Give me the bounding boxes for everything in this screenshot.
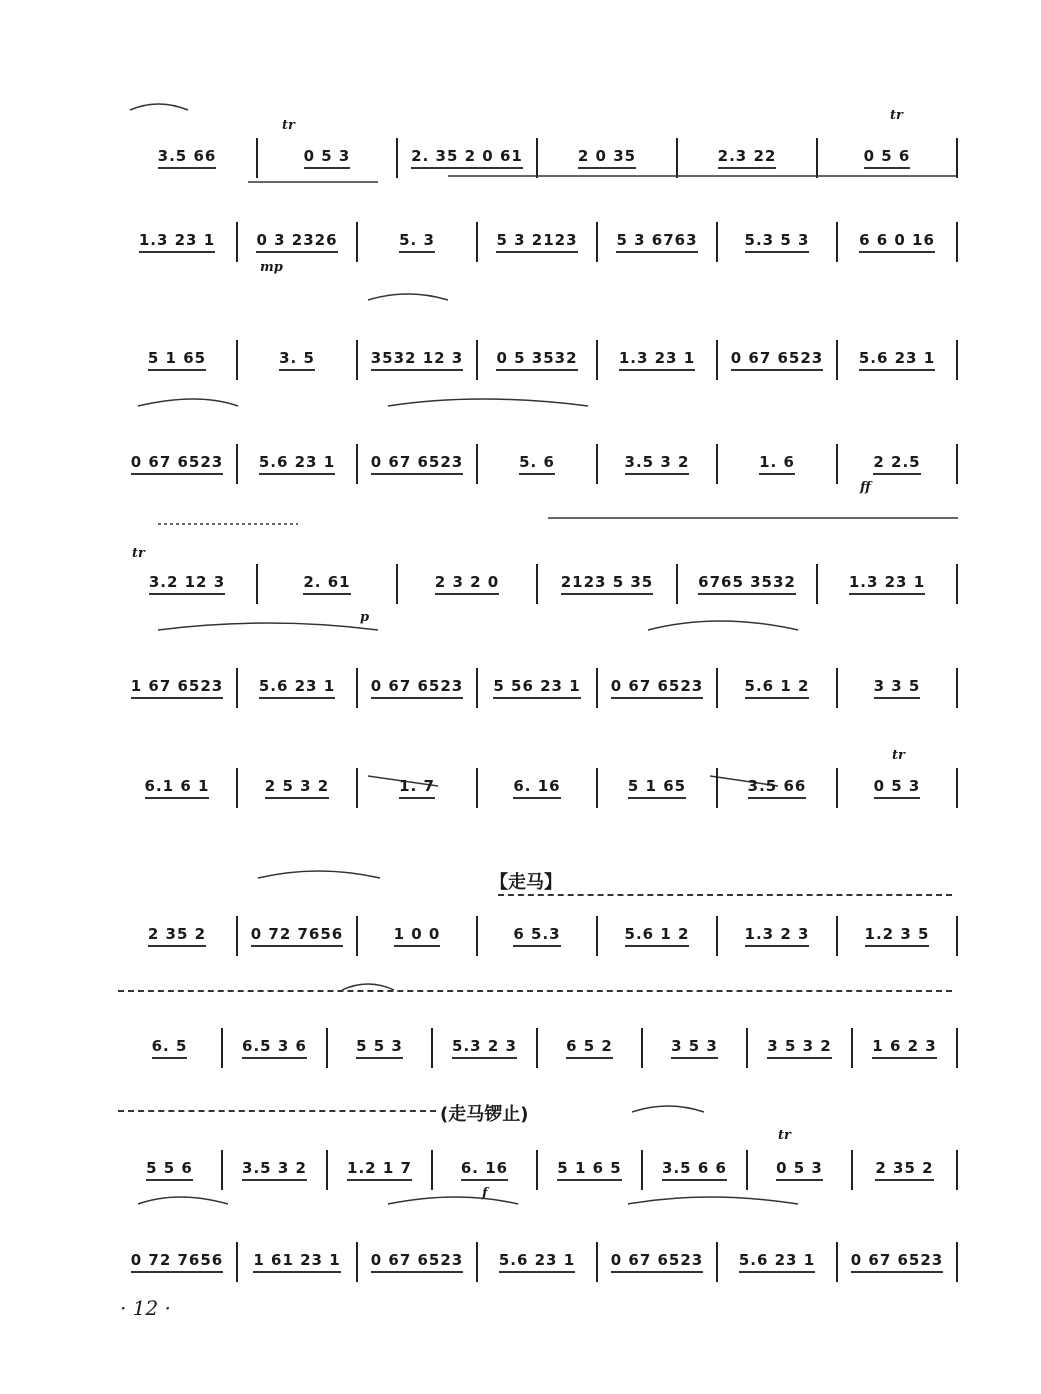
notes: 6765 3532 <box>698 573 796 595</box>
notes: 0 3 2326 <box>256 231 337 253</box>
notes: 2. 35 2 0 61 <box>411 147 523 169</box>
notes: 5 1 65 <box>628 777 686 799</box>
measure <box>398 564 538 604</box>
staff-system-2 <box>118 222 958 275</box>
notes: 0 67 6523 <box>611 677 704 699</box>
notes: 2. 61 <box>303 573 350 595</box>
notes: 0 5 6 <box>864 147 911 169</box>
measure <box>258 138 398 178</box>
notes: 6.5 3 6 <box>242 1037 307 1059</box>
notes: 5.6 1 2 <box>745 677 810 699</box>
notes: 3.5 66 <box>158 147 217 169</box>
measure <box>433 1150 538 1190</box>
staff-system-4 <box>118 444 958 495</box>
trill-mark: tr <box>282 118 295 133</box>
measure <box>358 444 478 484</box>
notes: 6.1 6 1 <box>145 777 210 799</box>
notes: 0 72 7656 <box>131 1251 224 1273</box>
measure <box>478 340 598 380</box>
notes: 6. 16 <box>513 777 560 799</box>
measure <box>118 1028 223 1068</box>
measure <box>538 138 678 178</box>
dashed-extension-line <box>118 1110 436 1112</box>
notes: 3.5 3 2 <box>242 1159 307 1181</box>
notes: 0 5 3532 <box>496 349 577 371</box>
notes: 3532 12 3 <box>371 349 464 371</box>
notes: 0 67 6523 <box>371 677 464 699</box>
staff-system-8 <box>118 916 958 956</box>
measure <box>678 564 818 604</box>
measure <box>238 444 358 484</box>
measure <box>238 668 358 708</box>
measure <box>118 916 238 956</box>
measure <box>838 222 958 262</box>
notes: 5 3 2123 <box>496 231 577 253</box>
dashed-extension-line <box>118 990 952 992</box>
notes: 1. 6 <box>759 453 795 475</box>
measure <box>358 340 478 380</box>
measure <box>478 668 598 708</box>
staff-system-1 <box>118 108 958 178</box>
measure <box>718 222 838 262</box>
measure <box>598 340 718 380</box>
notes: 3 3 5 <box>874 677 921 699</box>
notes: 5. 6 <box>519 453 555 475</box>
notes: 5.6 23 1 <box>259 677 335 699</box>
trill-mark: tr <box>892 748 905 763</box>
notes: 1 67 6523 <box>131 677 224 699</box>
measure <box>358 916 478 956</box>
measure <box>358 1242 478 1282</box>
notes: 1.2 1 7 <box>347 1159 412 1181</box>
page-number: · 12 · <box>120 1296 171 1320</box>
measure <box>223 1028 328 1068</box>
dynamic-mp: mp <box>260 260 283 275</box>
notes: 5 5 3 <box>356 1037 403 1059</box>
measure <box>718 916 838 956</box>
notes: 0 5 3 <box>874 777 921 799</box>
measure <box>328 1028 433 1068</box>
measure <box>433 1028 538 1068</box>
notes: 0 5 3 <box>304 147 351 169</box>
notes: 6 6 0 16 <box>859 231 935 253</box>
notes: 0 67 6523 <box>371 1251 464 1273</box>
staff-system-3 <box>118 340 958 380</box>
measure <box>598 1242 718 1282</box>
notes: 5.6 23 1 <box>859 349 935 371</box>
notes: 2 2.5 <box>873 453 920 475</box>
notes: 2 0 35 <box>578 147 636 169</box>
measure <box>238 768 358 808</box>
measure <box>238 916 358 956</box>
notes: 0 67 6523 <box>131 453 224 475</box>
notes: 1 6 2 3 <box>872 1037 936 1059</box>
notes: 0 67 6523 <box>371 453 464 475</box>
measure <box>853 1028 958 1068</box>
measure <box>238 222 358 262</box>
measure <box>598 768 718 808</box>
measure <box>538 564 678 604</box>
measure <box>478 768 598 808</box>
staff-system-7 <box>118 748 958 808</box>
notes: 0 67 6523 <box>731 349 824 371</box>
notes: 5.6 1 2 <box>625 925 690 947</box>
measure <box>478 444 598 484</box>
notes: 3.2 12 3 <box>149 573 225 595</box>
measure <box>838 768 958 808</box>
trill-mark: tr <box>778 1128 791 1143</box>
measure <box>838 668 958 708</box>
measure <box>478 222 598 262</box>
measure <box>118 668 238 708</box>
measure <box>223 1150 328 1190</box>
measure <box>118 564 258 604</box>
notes: 2 35 2 <box>875 1159 933 1181</box>
measure <box>838 916 958 956</box>
notes: 5 3 6763 <box>616 231 697 253</box>
measure <box>358 768 478 808</box>
staff-system-5 <box>118 546 958 625</box>
measure <box>598 444 718 484</box>
notes: 1. 7 <box>399 777 435 799</box>
measure <box>643 1150 748 1190</box>
notes: 5.6 23 1 <box>739 1251 815 1273</box>
measure <box>853 1150 958 1190</box>
measure <box>118 768 238 808</box>
trill-mark: tr <box>132 546 145 561</box>
staff-system-10 <box>118 1128 958 1201</box>
notes: 1.2 3 5 <box>865 925 930 947</box>
measure <box>598 668 718 708</box>
notes: 5 56 23 1 <box>493 677 580 699</box>
notes: 6. 16 <box>461 1159 508 1181</box>
measure <box>748 1028 853 1068</box>
measure <box>478 1242 598 1282</box>
notes: 5 5 6 <box>146 1159 193 1181</box>
notes: 1.3 2 3 <box>745 925 810 947</box>
notes: 6 5.3 <box>513 925 560 947</box>
measure <box>838 340 958 380</box>
measure <box>598 916 718 956</box>
measure <box>478 916 598 956</box>
notes: 1 0 0 <box>394 925 441 947</box>
notes: 3. 5 <box>279 349 315 371</box>
measure <box>718 1242 838 1282</box>
notes: 0 72 7656 <box>251 925 344 947</box>
measure <box>678 138 818 178</box>
notes: 5.6 23 1 <box>259 453 335 475</box>
measure <box>238 340 358 380</box>
notes: 5. 3 <box>399 231 435 253</box>
staff-system-6 <box>118 668 958 708</box>
notes: 5.3 5 3 <box>745 231 810 253</box>
section-label-zouma-stop: (走马锣止) <box>440 1104 529 1125</box>
measure <box>718 768 838 808</box>
notes: 3.5 6 6 <box>662 1159 727 1181</box>
notes: 0 67 6523 <box>611 1251 704 1273</box>
measure <box>328 1150 433 1190</box>
measure <box>838 1242 958 1282</box>
measure <box>118 444 238 484</box>
measure <box>818 138 958 178</box>
measure <box>718 340 838 380</box>
measure <box>838 444 958 484</box>
measure <box>643 1028 748 1068</box>
dynamic-ff: ff <box>860 480 871 495</box>
notes: 6. 5 <box>152 1037 188 1059</box>
measure <box>118 1242 238 1282</box>
notes: 0 67 6523 <box>851 1251 944 1273</box>
dynamic-p: p <box>360 610 370 625</box>
notes: 3.5 3 2 <box>625 453 690 475</box>
measure <box>258 564 398 604</box>
notes: 5.3 2 3 <box>452 1037 517 1059</box>
dynamic-f: f <box>482 1186 488 1201</box>
notes: 2123 5 35 <box>561 573 654 595</box>
measure <box>118 222 238 262</box>
measure <box>818 564 958 604</box>
measure <box>598 222 718 262</box>
notes: 5.6 23 1 <box>499 1251 575 1273</box>
trill-mark: tr <box>890 108 903 123</box>
notes: 0 5 3 <box>776 1159 823 1181</box>
notes: 2 5 3 2 <box>265 777 329 799</box>
notes: 5 1 65 <box>148 349 206 371</box>
section-label-zouma: 【走马】 <box>490 872 562 893</box>
notes: 1.3 23 1 <box>139 231 215 253</box>
notes: 3 5 3 2 <box>767 1037 831 1059</box>
measure <box>398 138 538 178</box>
measure <box>238 1242 358 1282</box>
notes: 2.3 22 <box>718 147 777 169</box>
measure <box>118 1150 223 1190</box>
notes: 6 5 2 <box>566 1037 613 1059</box>
measure <box>538 1028 643 1068</box>
measure <box>718 668 838 708</box>
measure <box>118 138 258 178</box>
staff-system-11 <box>118 1242 958 1282</box>
notes: 2 35 2 <box>148 925 206 947</box>
notes: 5 1 6 5 <box>557 1159 621 1181</box>
measure <box>748 1150 853 1190</box>
notes: 1.3 23 1 <box>619 349 695 371</box>
measure <box>358 222 478 262</box>
measure <box>358 668 478 708</box>
measure <box>118 340 238 380</box>
notes: 1.3 23 1 <box>849 573 925 595</box>
notes: 3.5 66 <box>748 777 807 799</box>
staff-system-9 <box>118 1028 958 1068</box>
measure <box>538 1150 643 1190</box>
notes: 2 3 2 0 <box>435 573 499 595</box>
notes: 1 61 23 1 <box>253 1251 340 1273</box>
notes: 3 5 3 <box>671 1037 718 1059</box>
measure <box>718 444 838 484</box>
